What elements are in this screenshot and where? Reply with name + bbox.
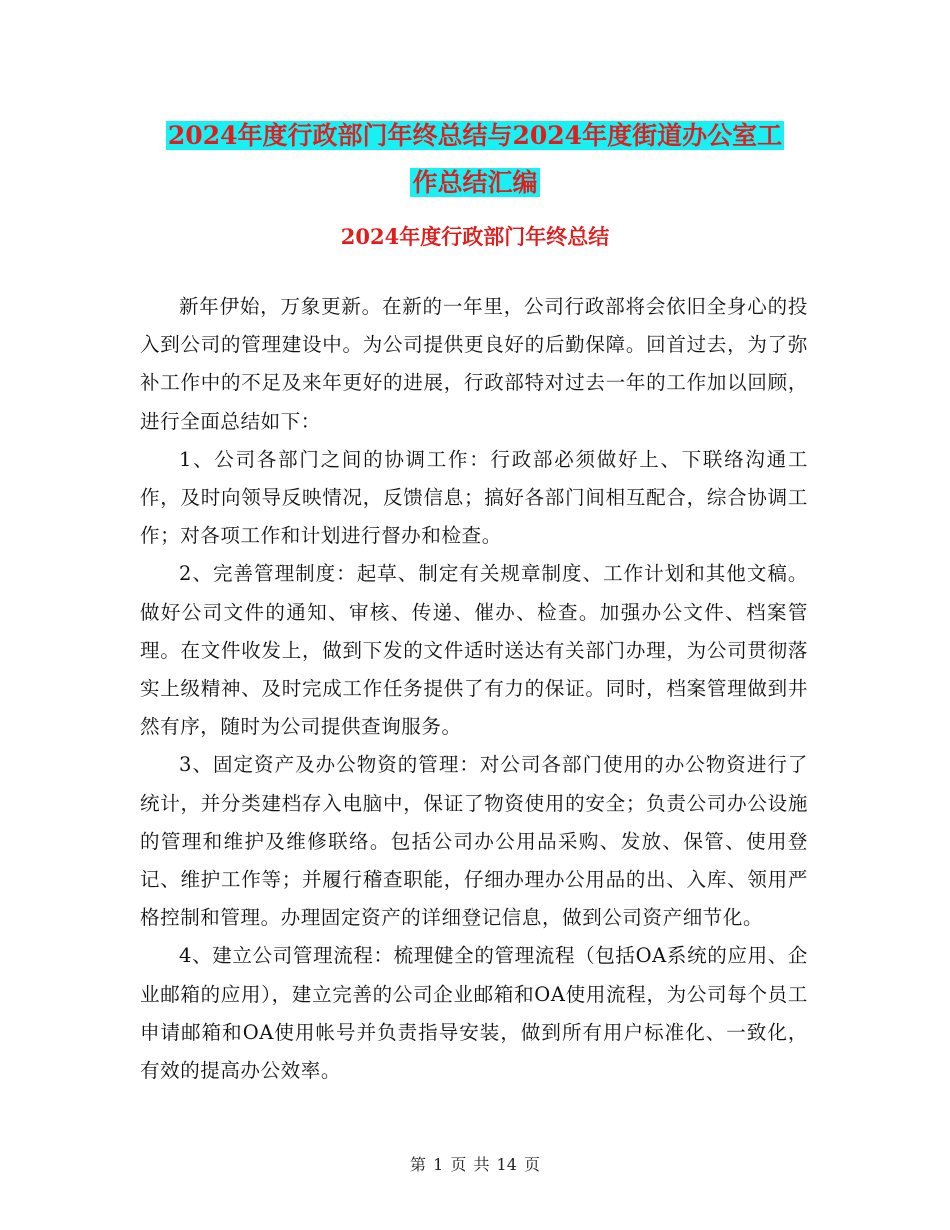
- document-title: [140, 112, 810, 206]
- paragraph-item-1: 1、公司各部门之间的协调工作：行政部必须做好上、下联络沟通工作，及时向领导反映情况，反馈信息；搞好各部门间相互配合，综合协调工作；对各项工作和计划进行督办和检查。: [140, 447, 808, 548]
- paragraph-item-2: 2、完善管理制度：起草、制定有关规章制度、工作计划和其他文稿。做好公司文件的通知、审核、传递、催办、检查。加强办公文件、档案管理。在文件收发上，做到下发的文件适时送达有关部门办理，为公司贯彻落实上级精神、及时完成工作任务提供了有力的保证。同时，档案管理做到井然有序，随时为公司提供查询服务。: [140, 562, 808, 739]
- document-body: [140, 288, 808, 1090]
- paragraph-item-3: 3、固定资产及办公物资的管理：对公司各部门使用的办公物资进行了统计，并分类建档存入电脑中，保证了物资使用的安全；负责公司办公设施的管理和维护及维修联络。包括公司办公用品采购、发放、保管、使用登记、维护工作等；并履行稽查职能，仔细办理办公用品的出、入库、领用严格控制和管理。办理固定资产的详细登记信息，做到公司资产细节化。: [140, 753, 808, 930]
- paragraph-item-4: 4、建立公司管理流程：梳理健全的管理流程（包括OA系统的应用、企业邮箱的应用），建立完善的公司企业邮箱和OA使用流程，为公司每个员工申请邮箱和OA使用帐号并负责指导安装，做到所有用户标准化、一致化，有效的提高办公效率。: [140, 944, 808, 1083]
- paragraph-intro: 新年伊始，万象更新。在新的一年里，公司行政部将会依旧全身心的投入到公司的管理建设中。为公司提供更良好的后勤保障。回首过去，为了弥补工作中的不足及来年更好的进展，行政部特对过去一年的工作加以回顾，进行全面总结如下：: [140, 295, 808, 433]
- document-title-line-2: 作总结汇编: [412, 168, 538, 197]
- page-number-footer: 第 1 页 共 14 页: [410, 1155, 540, 1174]
- document-title-line-1: 2024年度行政部门年终总结与2024年度街道办公室工: [167, 121, 783, 150]
- section-title: 2024年度行政部门年终总结: [340, 224, 610, 249]
